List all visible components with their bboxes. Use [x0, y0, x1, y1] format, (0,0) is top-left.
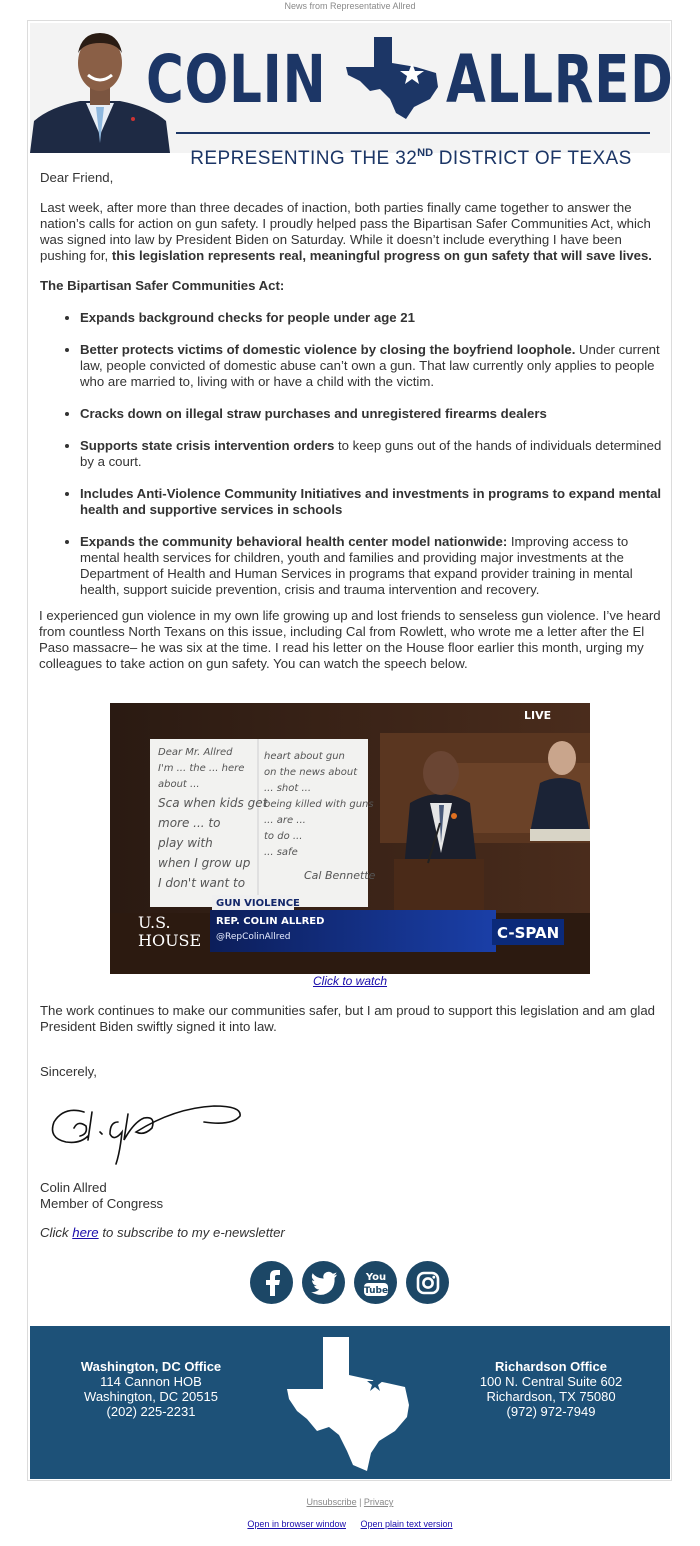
letter-left-line: I'm ... the ... here: [158, 763, 245, 774]
closing-paragraph: The work continues to make our communities safer, but I am proud to support this legislation and am glad President Biden swiftly signed it into law.: [40, 1003, 656, 1034]
office-phone: (202) 225-2231: [106, 1404, 196, 1419]
unsubscribe-link[interactable]: Unsubscribe: [306, 1497, 357, 1507]
letter-right-line: heart about gun: [264, 751, 345, 762]
live-indicator: LIVE: [524, 709, 552, 722]
office-title: Richardson Office: [495, 1359, 607, 1374]
privacy-link[interactable]: Privacy: [363, 1497, 394, 1507]
signature-image: [44, 1092, 254, 1172]
signoff: Sincerely,: [40, 1064, 97, 1079]
signer-block: [40, 1180, 163, 1212]
letter-left-line: more ... to: [158, 816, 221, 830]
network-line-1: U.S.: [138, 913, 171, 932]
letter-left-line: Dear Mr. Allred: [158, 747, 233, 758]
open-plain-text-link[interactable]: Open plain text version: [360, 1519, 453, 1529]
video-caption: [0, 974, 700, 988]
letter-left-line: Sca when kids get: [158, 796, 268, 810]
office-address-line: Washington, DC 20515: [84, 1389, 218, 1404]
banner-topic: GUN VIOLENCE: [216, 898, 300, 909]
act-title: The Bipartisan Safer Communities Act:: [40, 278, 285, 293]
letter-right-line: ... safe: [264, 847, 298, 858]
click-to-watch-link[interactable]: Click to watch: [312, 974, 388, 988]
letter-right-line: ... are ...: [264, 815, 306, 826]
list-item: • Cracks down on illegal straw purchases and unregistered firearms dealers: [80, 406, 662, 422]
logo-last-name: ALLRED: [446, 41, 674, 118]
letter-right-line: to do ...: [264, 831, 303, 842]
texas-map-icon: [287, 1335, 417, 1473]
subscribe-link[interactable]: here: [72, 1225, 99, 1240]
network-line-2: HOUSE: [138, 931, 202, 950]
greeting: Dear Friend,: [40, 170, 114, 185]
office-address-line: 114 Cannon HOB: [100, 1374, 202, 1389]
signer-title: Member of Congress: [40, 1196, 164, 1211]
video-frame-image: [110, 703, 590, 974]
richardson-office: [446, 1359, 656, 1419]
header-banner: [30, 23, 674, 169]
letter-body: [40, 170, 662, 686]
banner-name: REP. COLIN ALLRED: [216, 916, 325, 927]
youtube-text-top: You: [365, 1271, 386, 1283]
letter-left-line: I don't want to: [158, 876, 246, 890]
letter-right-line: on the news about: [264, 767, 358, 778]
letter-left-line: when I grow up: [158, 856, 251, 870]
view-links: [0, 1519, 700, 1529]
letter-right-line: ... shot ...: [264, 783, 312, 794]
preheader: News from Representative Allred: [284, 1, 416, 11]
speech-video-thumbnail[interactable]: [110, 703, 590, 974]
letter-right-line: Cal Bennette: [304, 869, 376, 882]
logo-wordmark: [146, 37, 674, 118]
office-address-line: 100 N. Central Suite 602: [479, 1374, 623, 1389]
intro-paragraph: Last week, after more than three decades of inaction, both parties finally came together to answer the nation’s calls for action on gun safety. I proudly helped pass the Bipartisan Safer Communities Act, which was signed into law by President Biden on Saturday. While it doesn’t include everything I have been pushing for, this legislation represents real, meaningful progress on gun safety that will save lives.: [40, 200, 652, 263]
district-tagline: REPRESENTING THE 32ND DISTRICT OF TEXAS: [190, 147, 632, 169]
open-in-browser-link[interactable]: Open in browser window: [247, 1519, 346, 1529]
logo-divider: [176, 132, 650, 134]
story-paragraph: I experienced gun violence in my own life growing up and lost friends to senseless gun violence. I’ve heard from countless North Texans on this issue, including Cal from Rowlett, who wrote me a letter after the El Paso massacre– he was six at the time. I read his letter on the House floor earlier this month, urging my colleagues to take action on gun safety. You can watch the speech below.: [39, 608, 661, 671]
twitter-icon[interactable]: [302, 1261, 345, 1304]
list-item: • Supports state crisis intervention orders to keep guns out of the hands of individuals determined by a court.: [80, 438, 662, 470]
list-item: • Expands the community behavioral health center model nationwide: Improving access to mental health services for children, youth and families and providing major investments at the Department of Health and Human Services in programs that expand provider training in mental health, support suicide prevention, crisis and trauma intervention and recovery.: [80, 534, 662, 598]
texas-star-icon: [346, 37, 442, 119]
list-item: • Includes Anti-Violence Community Initiatives and investments in programs to expand mental health and supportive services in schools: [80, 486, 662, 518]
youtube-icon[interactable]: [354, 1261, 397, 1304]
letter-right-line: being killed with guns: [264, 799, 374, 810]
office-phone: (972) 972-7949: [506, 1404, 596, 1419]
cspan-logo: C-SPAN: [497, 924, 560, 942]
legal-links: Unsubscribe | Privacy: [306, 1497, 394, 1507]
instagram-icon[interactable]: [406, 1261, 449, 1304]
facebook-icon[interactable]: [250, 1261, 293, 1304]
list-item: • Expands background checks for people under age 21: [80, 310, 662, 326]
footer-offices: [30, 1326, 670, 1479]
act-provisions-list: [40, 310, 662, 598]
subscribe-line: Click here to subscribe to my e-newsletter: [40, 1225, 285, 1240]
letter-left-line: about ...: [158, 779, 200, 790]
office-title: Washington, DC Office: [80, 1359, 222, 1374]
list-item: • Better protects victims of domestic violence by closing the boyfriend loophole. Under current law, people convicted of domestic abuse can’t own a gun. That law currently only applies to people who are married to, living with or have a child with the victim.: [80, 342, 662, 390]
logo-first-name: COLIN: [146, 41, 327, 118]
dc-office: [46, 1359, 256, 1419]
social-icons: [250, 1261, 450, 1305]
office-address-line: Richardson, TX 75080: [486, 1389, 616, 1404]
letter-left-line: play with: [158, 836, 213, 850]
banner-handle: @RepColinAllred: [216, 932, 291, 942]
youtube-text-bottom: Tube: [363, 1285, 388, 1296]
signer-name: Colin Allred: [40, 1180, 107, 1195]
